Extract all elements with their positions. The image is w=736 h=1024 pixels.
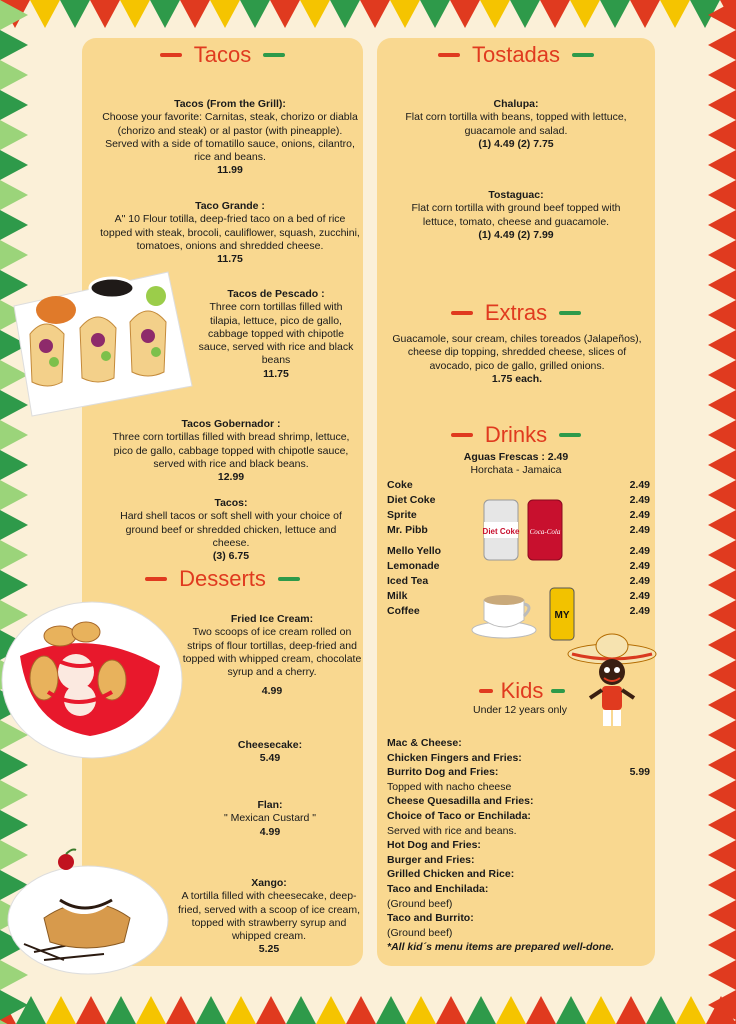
item-title: Cheesecake: [237, 739, 303, 751]
drink-price: 2.49 [629, 479, 650, 491]
menu-item-tacos-gobernador [104, 418, 358, 484]
menu-item-cheesecake [200, 739, 340, 766]
bunting-flag [708, 390, 736, 420]
bunting-flag [0, 450, 28, 480]
bunting-flag [586, 996, 616, 1024]
bunting-flag [106, 996, 136, 1024]
drink-price: 2.49 [629, 605, 650, 617]
bunting-flag [708, 810, 736, 840]
bunting-flag [420, 0, 450, 28]
bunting-flag [676, 996, 706, 1024]
bunting-flag [60, 0, 90, 28]
fried-ice-cream-photo [0, 596, 184, 762]
item-title: Tacos (From the Grill): [174, 98, 286, 110]
heading-dash [145, 577, 167, 581]
bunting-flag [708, 210, 736, 240]
menu-item-tostaguac [400, 189, 632, 242]
bunting-flag [526, 996, 556, 1024]
bunting-flag [0, 510, 28, 540]
item-price: 11.99 [217, 164, 243, 177]
extras-description: Guacamole, sour cream, chiles toreados (Jalapeños), cheese dip topping, shredded cheese, slices of avocado, pico de gallo, grilled onions. [392, 333, 642, 372]
drink-price: 2.49 [629, 509, 650, 521]
item-price: (1) 4.49 (2) 7.99 [478, 228, 554, 241]
bunting-flag [466, 996, 496, 1024]
bunting-flag [450, 0, 480, 28]
heading-dash [451, 433, 473, 437]
drink-price: 2.49 [629, 560, 650, 572]
bunting-flag [660, 0, 690, 28]
heading-dash [559, 433, 581, 437]
kids-menu-line: Burger and Fries: [387, 853, 475, 866]
drink-name: Diet Coke [387, 494, 436, 506]
menu-item-tacos-pescado [196, 288, 356, 381]
aguas-flavors: Horchata - Jamaica [470, 464, 562, 477]
bunting-flag [570, 0, 600, 28]
bunting-flag [180, 0, 210, 28]
bunting-flag [0, 990, 28, 1020]
heading-dash [278, 577, 300, 581]
bunting-flag [708, 570, 736, 600]
item-title: Tacos: [214, 497, 248, 509]
bunting-flag [708, 780, 736, 810]
item-price: 4.99 [261, 685, 283, 698]
bunting-flag [708, 600, 736, 630]
tacos-title: Tacos [193, 42, 252, 67]
heading-dash [479, 689, 493, 693]
bunting-flag [120, 0, 150, 28]
bunting-flag [708, 960, 736, 990]
bunting-flag [0, 540, 28, 570]
bunting-flag [0, 180, 28, 210]
soda-cans-image [480, 496, 568, 564]
tostadas-heading [377, 42, 655, 68]
bunting-flag [556, 996, 586, 1024]
bunting-bottom [0, 994, 736, 1024]
bunting-flag [708, 30, 736, 60]
bunting-flag [46, 996, 76, 1024]
drink-name: Mello Yello [387, 545, 442, 557]
bunting-flag [480, 0, 510, 28]
bunting-flag [360, 0, 390, 28]
bunting-flag [390, 0, 420, 28]
item-description: Hard shell tacos or soft shell with your choice of ground beef or shredded chicken, lettuce and cheese. [120, 510, 342, 549]
heading-dash [551, 689, 565, 693]
item-price: 11.75 [217, 253, 243, 266]
bunting-right [706, 0, 736, 1024]
item-description: Choose your favorite: Carnitas, steak, chorizo or diabla (chorizo and steak) or al pastor (with pineapple). Served with a side of tomatillo sauce, onions, cilantro, rice and beans. [102, 111, 358, 164]
aguas-frescas [400, 451, 632, 478]
drink-name: Sprite [387, 509, 417, 521]
drink-price: 2.49 [629, 590, 650, 602]
bunting-flag [0, 780, 28, 810]
menu-item-tacos [108, 497, 354, 563]
bunting-flag [708, 90, 736, 120]
bunting-flag [616, 996, 646, 1024]
bunting-flag [708, 840, 736, 870]
bunting-flag [0, 210, 28, 240]
item-description: Flat corn tortilla with ground beef topped with lettuce, tomato, cheese and guacamole. [411, 202, 621, 228]
heading-dash [160, 53, 182, 57]
bunting-flag [286, 996, 316, 1024]
mello-yello-label: MY [554, 610, 570, 621]
bunting-flag [0, 150, 28, 180]
bunting-flag [196, 996, 226, 1024]
bunting-flag [708, 690, 736, 720]
kids-menu-line: (Ground beef) [387, 926, 453, 939]
heading-dash [263, 53, 285, 57]
bunting-flag [436, 996, 466, 1024]
bunting-flag [0, 90, 28, 120]
kids-price: 5.99 [629, 766, 650, 778]
bunting-flag [510, 0, 540, 28]
bunting-flag [30, 0, 60, 28]
coke-label: Coca-Cola [529, 528, 561, 536]
bunting-flag [708, 1020, 736, 1024]
drink-name: Iced Tea [387, 575, 429, 587]
item-description: A tortilla filled with cheesecake, deep-fried, served with a scoop of ice cream, topped with strawberry syrup and whipped cream. [177, 890, 361, 943]
kids-heading [462, 678, 582, 704]
drink-name: Mr. Pibb [387, 524, 428, 536]
coffee-and-can-image [470, 586, 580, 642]
item-title: Chalupa: [493, 98, 539, 110]
bunting-flag [708, 480, 736, 510]
item-title: Tacos Gobernador : [181, 418, 281, 430]
bunting-flag [708, 180, 736, 210]
bunting-flag [540, 0, 570, 28]
item-title: Taco Grande : [195, 200, 265, 212]
bunting-flag [708, 300, 736, 330]
bunting-flag [708, 120, 736, 150]
kids-menu-line: Chicken Fingers and Fries: [387, 751, 522, 764]
xango-photo [4, 848, 170, 978]
bunting-flag [346, 996, 376, 1024]
item-description: " Mexican Custard " [223, 812, 317, 825]
kids-menu-line: Topped with nacho cheese [387, 780, 512, 793]
bunting-flag [300, 0, 330, 28]
tacos-heading [82, 42, 363, 68]
extras-title: Extras [484, 300, 548, 325]
bunting-flag [210, 0, 240, 28]
menu-item-chalupa [400, 98, 632, 151]
bunting-flag [316, 996, 346, 1024]
item-price: 12.99 [217, 471, 245, 484]
drink-name: Lemonade [387, 560, 440, 572]
bunting-flag [0, 1020, 28, 1024]
kids-menu-line: Burrito Dog and Fries: [387, 766, 499, 779]
bunting-flag [708, 990, 736, 1020]
kids-menu-line: Served with rice and beans. [387, 824, 517, 837]
heading-dash [451, 311, 473, 315]
bunting-flag [76, 996, 106, 1024]
bunting-flag [708, 270, 736, 300]
item-title: Flan: [257, 799, 283, 811]
heading-dash [559, 311, 581, 315]
menu-item-flan [200, 799, 340, 839]
bunting-flag [708, 450, 736, 480]
extras-block [388, 333, 646, 386]
bunting-flag [0, 120, 28, 150]
bunting-flag [376, 996, 406, 1024]
bunting-flag [708, 420, 736, 450]
item-title: Fried Ice Cream: [230, 613, 314, 625]
bunting-flag [708, 930, 736, 960]
drink-price: 2.49 [629, 575, 650, 587]
bunting-flag [630, 0, 660, 28]
extras-heading [377, 300, 655, 326]
kids-menu-line: Taco and Enchilada: [387, 883, 489, 895]
desserts-heading [82, 566, 363, 592]
kids-menu-line: Hot Dog and Fries: [387, 839, 481, 852]
diet-coke-label: Diet Coke [482, 527, 520, 536]
bunting-flag [708, 870, 736, 900]
kids-menu-line: Taco and Burrito: [387, 912, 474, 925]
item-price: 5.25 [258, 943, 280, 956]
drink-name: Coffee [387, 605, 420, 617]
bunting-flag [708, 60, 736, 90]
bunting-flag [496, 996, 526, 1024]
bunting-flag [708, 360, 736, 390]
bunting-flag [406, 996, 436, 1024]
bunting-flag [646, 996, 676, 1024]
bunting-flag [0, 30, 28, 60]
drink-name: Milk [387, 590, 408, 602]
bunting-flag [708, 660, 736, 690]
bunting-flag [0, 810, 28, 840]
bunting-flag [240, 0, 270, 28]
bunting-flag [708, 720, 736, 750]
menu-item-tacos-grill [102, 98, 358, 178]
bunting-flag [708, 630, 736, 660]
bunting-flag [330, 0, 360, 28]
kids-menu-line: Mac & Cheese: [387, 737, 462, 749]
drink-name: Coke [387, 479, 413, 491]
bunting-flag [136, 996, 166, 1024]
aguas-title: Aguas Frescas : 2.49 [463, 451, 569, 463]
fish-tacos-photo [8, 266, 194, 418]
item-price: (3) 6.75 [212, 550, 250, 563]
bunting-flag [166, 996, 196, 1024]
bunting-flag [256, 996, 286, 1024]
bunting-flag [708, 0, 736, 30]
bunting-top [0, 0, 736, 30]
kids-menu-line: Cheese Quesadilla and Fries: [387, 795, 534, 808]
item-price: 11.75 [263, 367, 289, 380]
bunting-flag [90, 0, 120, 28]
bunting-flag [708, 540, 736, 570]
kids-menu-line: Choice of Taco or Enchilada: [387, 810, 531, 822]
heading-dash [438, 53, 460, 57]
menu-item-xango [172, 877, 366, 957]
tostadas-title: Tostadas [471, 42, 561, 67]
bunting-flag [708, 900, 736, 930]
kids-menu-line: (Ground beef) [387, 897, 453, 910]
bunting-flag [708, 750, 736, 780]
kids-note: *All kid´s menu items are prepared well-done. [387, 941, 614, 953]
kids-menu-line: Grilled Chicken and Rice: [387, 868, 515, 881]
bunting-flag [708, 240, 736, 270]
desserts-title: Desserts [179, 566, 266, 591]
drink-price: 2.49 [629, 494, 650, 506]
bunting-flag [708, 150, 736, 180]
bunting-flag [708, 330, 736, 360]
item-price: 5.49 [259, 752, 281, 765]
kids-subtitle-text: Under 12 years only [473, 704, 567, 716]
item-description: Three corn tortillas filled with tilapia, lettuce, pico de gallo, cabbage topped with chipotle sauce, served with rice and black beans [198, 301, 354, 367]
item-price: 4.99 [259, 825, 281, 838]
bunting-flag [0, 420, 28, 450]
item-price: (1) 4.49 (2) 7.75 [478, 137, 554, 150]
menu-item-taco-grande [100, 200, 360, 266]
item-description: Two scoops of ice cream rolled on strips of flour tortillas, deep-fried and topped with whipped cream, chocolate syrup and a cherry. [182, 626, 362, 679]
kids-title: Kids [500, 678, 544, 703]
bunting-flag [708, 510, 736, 540]
menu-item-fried-ice-cream [182, 613, 362, 699]
sombrero-mascot-image [566, 632, 658, 732]
bunting-flag [0, 480, 28, 510]
item-title: Tostaguac: [488, 189, 544, 201]
item-description: A" 10 Flour totilla, deep-fried taco on a bed of rice topped with steak, brocoli, cauliflower, squash, zucchini, tomatoes, onions and shredded cheese. [100, 213, 360, 252]
drink-price: 2.49 [629, 545, 650, 557]
item-description: Flat corn tortilla with beans, topped with lettuce, guacamole and salad. [405, 111, 627, 137]
item-title: Xango: [251, 877, 287, 889]
drinks-heading [377, 422, 655, 448]
bunting-flag [0, 60, 28, 90]
bunting-flag [226, 996, 256, 1024]
bunting-flag [270, 0, 300, 28]
bunting-flag [0, 0, 28, 30]
item-title: Tacos de Pescado : [227, 288, 325, 300]
drink-price: 2.49 [629, 524, 650, 536]
bunting-flag [150, 0, 180, 28]
heading-dash [572, 53, 594, 57]
drinks-title: Drinks [484, 422, 548, 447]
bunting-flag [600, 0, 630, 28]
extras-price: 1.75 each. [491, 372, 543, 385]
item-description: Three corn tortillas filled with bread shrimp, lettuce, pico de gallo, cabbage topped with chipotle sauce, served with rice and black beans. [112, 431, 350, 470]
